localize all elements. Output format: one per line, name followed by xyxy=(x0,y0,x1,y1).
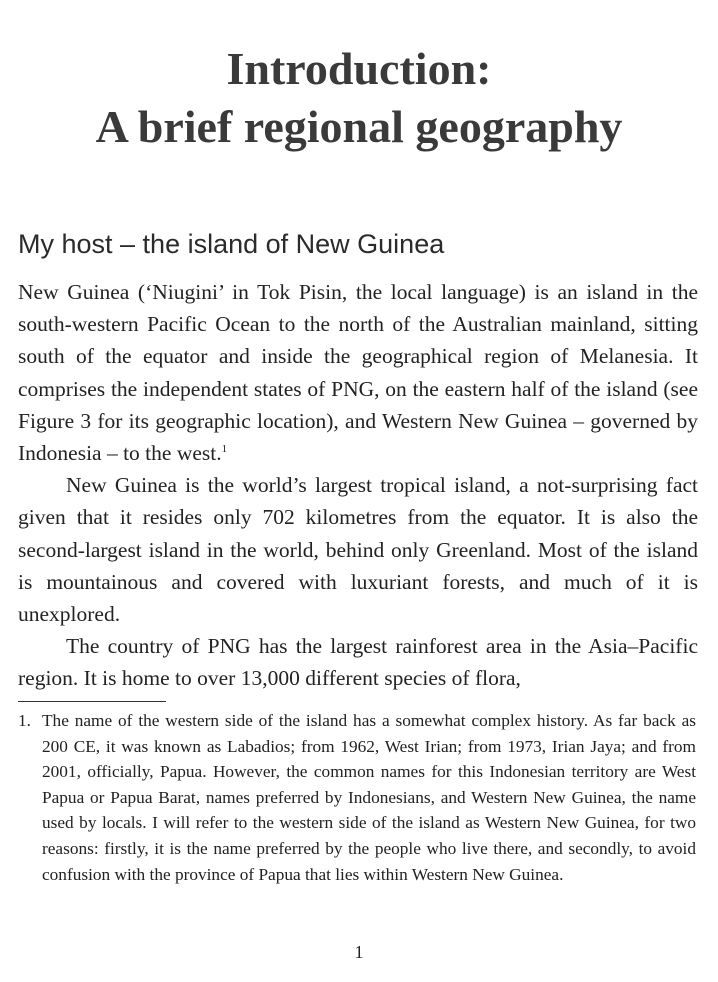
body-text xyxy=(18,276,698,695)
paragraph-3: The country of PNG has the largest rainforest area in the Asia–Pacific region. It is home to over 13,000 different species of flora, xyxy=(18,634,698,691)
footnote xyxy=(18,708,696,887)
footnote-divider xyxy=(18,701,166,702)
footnote-reference: 1 xyxy=(221,442,228,455)
paragraph-1 xyxy=(18,276,698,469)
footnote-text: The name of the western side of the island has a somewhat complex history. As far back as 200 CE, it was known as Labadios; from 1962, West Irian; from 1973, Irian Jaya; and from 2001, officially, Papua. However, the common names for this Indonesian territory are West Papua or Papua Barat, names preferred by Indonesians, and Western New Guinea, the name used by locals. I will refer to the western side of the island as Western New Guinea, for two reasons: firstly, it is the name preferred by the people who live there, and secondly, to avoid confusion with the province of Papua that lies within Western New Guinea. xyxy=(42,711,696,884)
footnote-number: 1. xyxy=(18,711,31,730)
section-heading: My host – the island of New Guinea xyxy=(18,229,445,259)
paragraph-2: New Guinea is the world’s largest tropical island, a not-surprising fact given that it resides only 702 kilometres from the equator. It is also the second-largest island in the world, behind only Greenland. Most of the island is mountainous and covered with luxuriant forests, and much of it is unexplored. xyxy=(18,473,698,627)
chapter-title-line-2: A brief regional geography xyxy=(95,101,623,152)
page-number: 1 xyxy=(354,942,364,962)
chapter-title-line-1: Introduction: xyxy=(226,43,492,94)
chapter-title xyxy=(0,40,718,156)
paragraph-1-text: New Guinea (‘Niugini’ in Tok Pisin, the local language) is an island in the south-western Pacific Ocean to the north of the Australian mainland, sitting south of the equator and inside the geographical region of Melanesia. It comprises the independent states of PNG, on the eastern half of the island (see Figure 3 for its geographic location), and Western New Guinea – governed by Indonesia – to the west. xyxy=(18,280,698,466)
